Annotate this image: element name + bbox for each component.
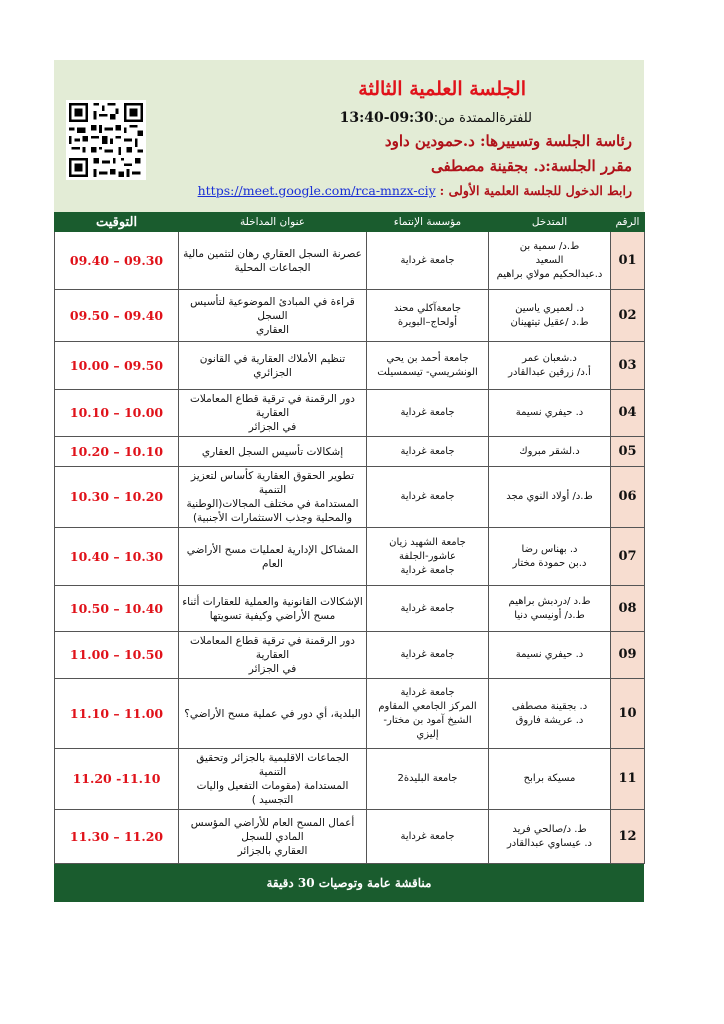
table-row (55, 679, 645, 749)
header-time: التوقيت (55, 213, 179, 232)
speaker-cell (489, 810, 611, 864)
institution-cell-line: أولحاج–البويرة (397, 316, 458, 328)
time-cell (55, 290, 179, 342)
header-title: عنوان المداخلة (179, 213, 367, 232)
title-cell-line: في الجزائر (248, 663, 297, 675)
time-value: 10.10 – 10.00 (69, 405, 164, 420)
speaker-cell (489, 390, 611, 437)
title-cell (179, 586, 367, 632)
period-time: 09:30-13:40 (339, 110, 434, 126)
institution-cell-line: جامعةآكلي محند (393, 302, 462, 314)
speaker-cell (489, 586, 611, 632)
time-value: 09.50 – 09.40 (69, 307, 164, 323)
speaker-cell-line: ط.د /دردبش براهيم (508, 595, 591, 607)
meeting-link[interactable]: https://meet.google.com/rca-mnzx-ciy (197, 183, 436, 198)
title-cell-line: العقاري (256, 323, 289, 336)
institution-cell-line: جامعة غرداية (400, 602, 455, 614)
time-value: 10.00 – 09.50 (69, 357, 164, 373)
institution-cell (367, 528, 489, 586)
row-number: 07 (611, 528, 645, 586)
title-cell-line: المستدامة في مختلف المجالات(الوطنية (186, 498, 359, 510)
table-row (55, 290, 645, 342)
institution-cell-line: جامعة غرداية (400, 649, 455, 660)
table-row (55, 528, 645, 586)
title-cell-line: والمحلية وجذب الاستثمارات الأجنبية) (192, 512, 353, 524)
speaker-cell (489, 632, 611, 679)
institution-cell-line: جامعة غرداية (400, 491, 455, 502)
time-value: 11.30 – 11.20 (69, 828, 164, 844)
row-number: 08 (611, 586, 645, 632)
title-cell-line: الإشكالات القانونية والعملية للعقارات أثناء (182, 595, 363, 608)
time-cell (55, 467, 179, 528)
institution-cell-line: جامعة غرداية (400, 407, 455, 418)
title-cell-line: قراءة في المبادئ الموضوعية لتأسيس السجل (190, 295, 355, 322)
speaker-cell-line: السعيد (535, 254, 564, 266)
program-page (54, 60, 644, 902)
table-row (55, 467, 645, 528)
institution-cell (367, 632, 489, 679)
time-cell (55, 437, 179, 467)
title-cell (179, 390, 367, 437)
row-number: 11 (611, 749, 645, 810)
title-cell-line: عصرنة السجل العقاري رهان لتثمين مالية (183, 247, 362, 260)
speaker-cell-line: د. بجقينة مصطفى (511, 700, 588, 712)
table-row (55, 632, 645, 679)
speaker-cell-line: مسيكة برابح (523, 773, 576, 784)
title-cell (179, 342, 367, 390)
time-value: 09.40 – 09.30 (69, 252, 164, 268)
schedule-table (54, 212, 645, 864)
time-cell (55, 342, 179, 390)
table-row (55, 390, 645, 437)
speaker-cell (489, 679, 611, 749)
institution-cell-line: إليزي (416, 728, 439, 740)
institution-cell (367, 586, 489, 632)
speaker-cell-line: د. لعميري ياسين (515, 302, 584, 314)
time-cell (55, 749, 179, 810)
speaker-cell-line: د.عبدالحكيم مولاي براهيم (496, 268, 603, 280)
institution-cell-line: جامعة غرداية (400, 445, 455, 457)
time-value: 11.20 -11.10 (72, 771, 161, 786)
header-speaker: المتدخل (489, 213, 611, 232)
title-cell (179, 290, 367, 342)
title-cell-line: أعمال المسح العام للأراضي المؤسس المادي للسجل (190, 816, 355, 843)
institution-cell-line: جامعة غرداية (400, 254, 455, 266)
speaker-cell (489, 437, 611, 467)
title-cell-line: المستدامة (مقومات التفعيل واليات التجسيد ) (196, 780, 349, 806)
time-value: 10.40 – 10.30 (69, 548, 164, 564)
speaker-cell-line: ط. د/صالحي فريد (512, 823, 587, 835)
table-row (55, 342, 645, 390)
session-chair: رئاسة الجلسة وتسييرها: د.حمودين داود (384, 132, 632, 150)
institution-cell (367, 437, 489, 467)
time-cell (55, 632, 179, 679)
title-cell-line: المشاكل الإدارية لعمليات مسح الأراضي العام (186, 543, 359, 570)
title-cell-line: مسح الأراضي وكيفية تسويتها (209, 609, 336, 622)
time-cell (55, 390, 179, 437)
title-cell (179, 437, 367, 467)
speaker-cell (489, 342, 611, 390)
title-cell-line: تنظيم الأملاك العقارية في القانون الجزائري (199, 352, 346, 379)
row-number: 12 (611, 810, 645, 864)
speaker-cell-line: د. بهناس رضا (521, 543, 578, 555)
speaker-cell (489, 290, 611, 342)
institution-cell-line: جامعة البليدة2 (397, 773, 458, 784)
title-cell (179, 810, 367, 864)
institution-cell-line: جامعة غرداية (400, 686, 455, 698)
row-number: 02 (611, 290, 645, 342)
institution-cell (367, 390, 489, 437)
meeting-link-line (198, 183, 632, 198)
title-cell (179, 232, 367, 290)
speaker-cell (489, 232, 611, 290)
speaker-cell-line: د.لشقر مبروك (519, 445, 580, 457)
institution-cell-line: جامعة غرداية (400, 564, 455, 576)
title-cell (179, 467, 367, 528)
speaker-cell (489, 467, 611, 528)
institution-cell-line: الشيخ آمود بن مختار- (383, 714, 472, 726)
time-value: 10.20 – 10.10 (69, 443, 164, 459)
session-period (340, 110, 532, 126)
table-row (55, 437, 645, 467)
period-label: للفترةالممتدة من: (433, 111, 532, 126)
speaker-cell (489, 749, 611, 810)
institution-cell (367, 749, 489, 810)
title-cell-line: الجماعات الاقليمية بالجزائر وتحقيق التنمية (196, 752, 349, 778)
speaker-cell-line: د. عيساوي عبدالقادر (506, 837, 593, 849)
meeting-link-label: رابط الدخول للجلسة العلمية الأولى : (439, 183, 632, 198)
speaker-cell-line: د.شعبان عمر (522, 352, 577, 364)
title-cell-line: إشكالات تأسيس السجل العقاري (201, 445, 344, 458)
title-cell-line: الجماعات المحلية (234, 261, 311, 274)
session-title: الجلسة العلمية الثالثة (358, 78, 526, 100)
table-header-row (55, 213, 645, 232)
institution-cell (367, 342, 489, 390)
time-value: 11.00 – 10.50 (69, 647, 164, 662)
table-row (55, 586, 645, 632)
row-number: 03 (611, 342, 645, 390)
title-cell-line: تطوير الحقوق العقارية كأساس لتعزيز التنمية (190, 470, 355, 496)
time-cell (55, 528, 179, 586)
row-number: 06 (611, 467, 645, 528)
institution-cell-line: جامعة غرداية (400, 830, 455, 842)
institution-cell (367, 467, 489, 528)
header-number: الرقم (611, 213, 645, 232)
time-cell (55, 810, 179, 864)
row-number: 09 (611, 632, 645, 679)
time-cell (55, 586, 179, 632)
institution-cell-line: المركز الجامعي المقاوم (378, 700, 477, 712)
speaker-cell-line: د. حيفري نسيمة (515, 649, 584, 660)
session-reporter: مقرر الجلسة:د. بجقينة مصطفى (430, 157, 632, 175)
speaker-cell-line: ط.د/ أولاد النوي مجد (506, 491, 593, 502)
row-number: 05 (611, 437, 645, 467)
institution-cell-line: عاشور-الجلفة (398, 550, 456, 562)
speaker-cell-line: ط.د/ سمية بن (519, 240, 580, 252)
row-number: 01 (611, 232, 645, 290)
institution-cell (367, 679, 489, 749)
title-cell-line: العقاري بالجزائر (237, 844, 308, 857)
time-cell (55, 232, 179, 290)
speaker-cell-line: د. حيفري نسيمة (515, 407, 584, 418)
speaker-cell-line: أ.د/ زرقين عبدالقادر (508, 366, 591, 378)
title-cell (179, 528, 367, 586)
time-value: 10.30 – 10.20 (69, 489, 164, 504)
time-value: 10.50 – 10.40 (69, 600, 164, 616)
table-row (55, 810, 645, 864)
row-number: 10 (611, 679, 645, 749)
time-value: 11.10 – 11.00 (69, 705, 164, 721)
discussion-footer: مناقشة عامة وتوصيات 30 دقيقة (54, 864, 644, 902)
institution-cell-line: الونشريسي- تيسمسيلت (377, 366, 478, 378)
title-cell-line: دور الرقمنة في ترقية قطاع المعاملات العقارية (190, 635, 355, 661)
table-row (55, 232, 645, 290)
table-row (55, 749, 645, 810)
title-cell (179, 749, 367, 810)
row-number: 04 (611, 390, 645, 437)
title-cell-line: في الجزائر (248, 421, 297, 433)
title-cell (179, 632, 367, 679)
speaker-cell-line: ط.د/ أونيسي دنيا (514, 609, 585, 621)
time-cell (55, 679, 179, 749)
title-cell-line: دور الرقمنة في ترقية قطاع المعاملات العقارية (190, 393, 355, 419)
qr-code[interactable] (66, 100, 146, 180)
institution-cell (367, 232, 489, 290)
title-cell (179, 679, 367, 749)
institution-cell (367, 810, 489, 864)
speaker-cell-line: د.بن حمودة مختار (512, 557, 587, 569)
institution-cell (367, 290, 489, 342)
institution-cell-line: جامعة أحمد بن يحي (386, 352, 469, 364)
header-institution: مؤسسة الإنتماء (367, 213, 489, 232)
session-header (54, 60, 644, 212)
institution-cell-line: جامعة الشهيد زيان (389, 536, 466, 548)
speaker-cell-line: ط.د /عقيل تيتهينان (510, 316, 589, 328)
title-cell-line: البلدية، أي دور في عملية مسح الأراضي؟ (184, 707, 361, 720)
speaker-cell (489, 528, 611, 586)
speaker-cell-line: د. عريشة فاروق (515, 714, 584, 726)
